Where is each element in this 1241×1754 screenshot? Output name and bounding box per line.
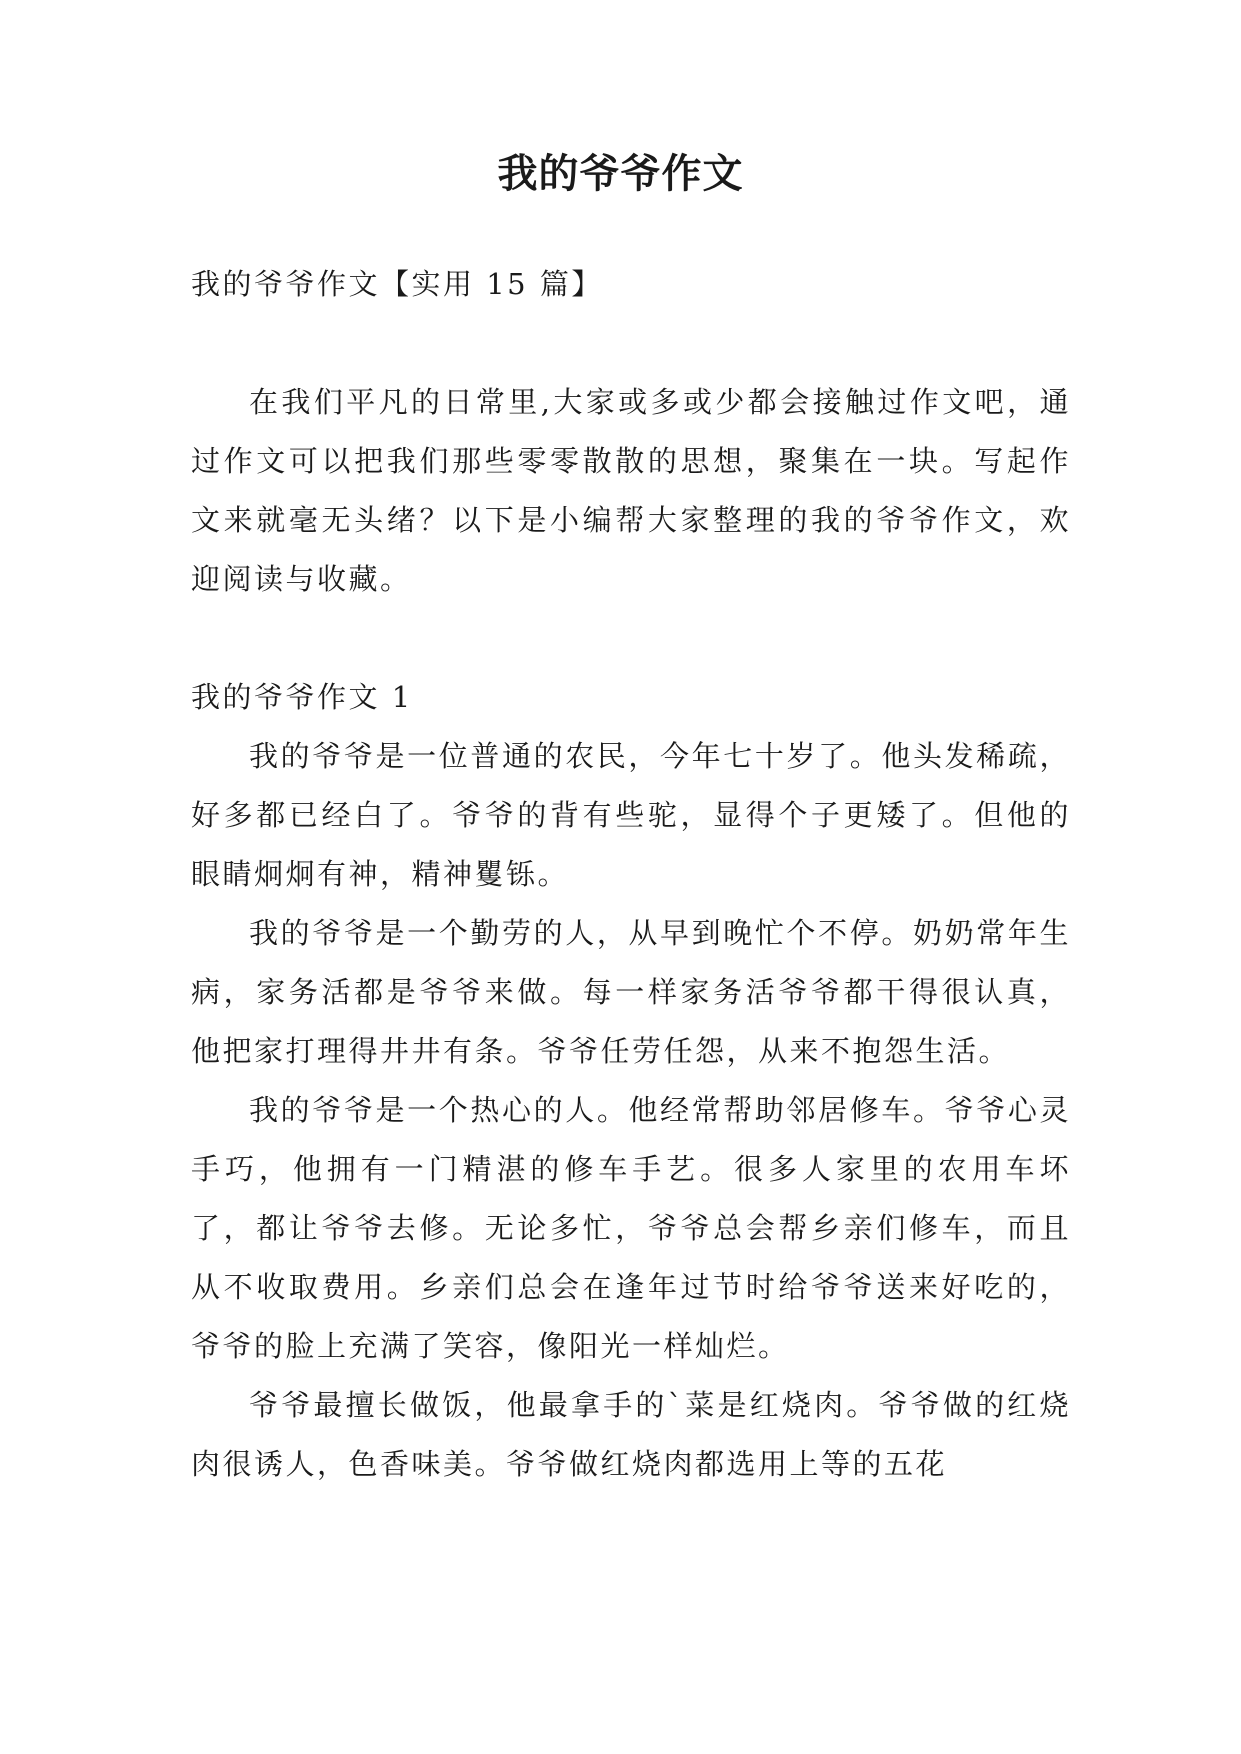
document-subtitle: 我的爷爷作文【实用 15 篇】 (191, 267, 603, 301)
section-heading: 我的爷爷作文 1 (191, 680, 413, 714)
document-body (191, 255, 1071, 1494)
document-title: 我的爷爷作文 (497, 150, 744, 197)
body-paragraph-4: 爷爷最擅长做饭，他最拿手的`菜是红烧肉。爷爷做的红烧肉很诱人，色香味美。爷爷做红烧肉都选用上等的五花 (191, 1388, 1071, 1481)
body-paragraph-1: 我的爷爷是一位普通的农民，今年七十岁了。他头发稀疏，好多都已经白了。爷爷的背有些驼，显得个子更矮了。但他的眼睛炯炯有神，精神矍铄。 (191, 739, 1071, 891)
body-paragraph-2: 我的爷爷是一个勤劳的人，从早到晚忙个不停。奶奶常年生病，家务活都是爷爷来做。每一样家务活爷爷都干得很认真，他把家打理得井井有条。爷爷任劳任怨，从来不抱怨生活。 (191, 916, 1071, 1068)
body-paragraph-3: 我的爷爷是一个热心的人。他经常帮助邻居修车。爷爷心灵手巧，他拥有一门精湛的修车手艺。很多人家里的农用车坏了，都让爷爷去修。无论多忙，爷爷总会帮乡亲们修车，而且从不收取费用。乡亲们总会在逢年过节时给爷爷送来好吃的，爷爷的脸上充满了笑容，像阳光一样灿烂。 (191, 1093, 1071, 1363)
intro-paragraph: 在我们平凡的日常里,大家或多或少都会接触过作文吧，通过作文可以把我们那些零零散散的思想，聚集在一块。写起作文来就毫无头绪？以下是小编帮大家整理的我的爷爷作文，欢迎阅读与收藏。 (191, 385, 1071, 596)
